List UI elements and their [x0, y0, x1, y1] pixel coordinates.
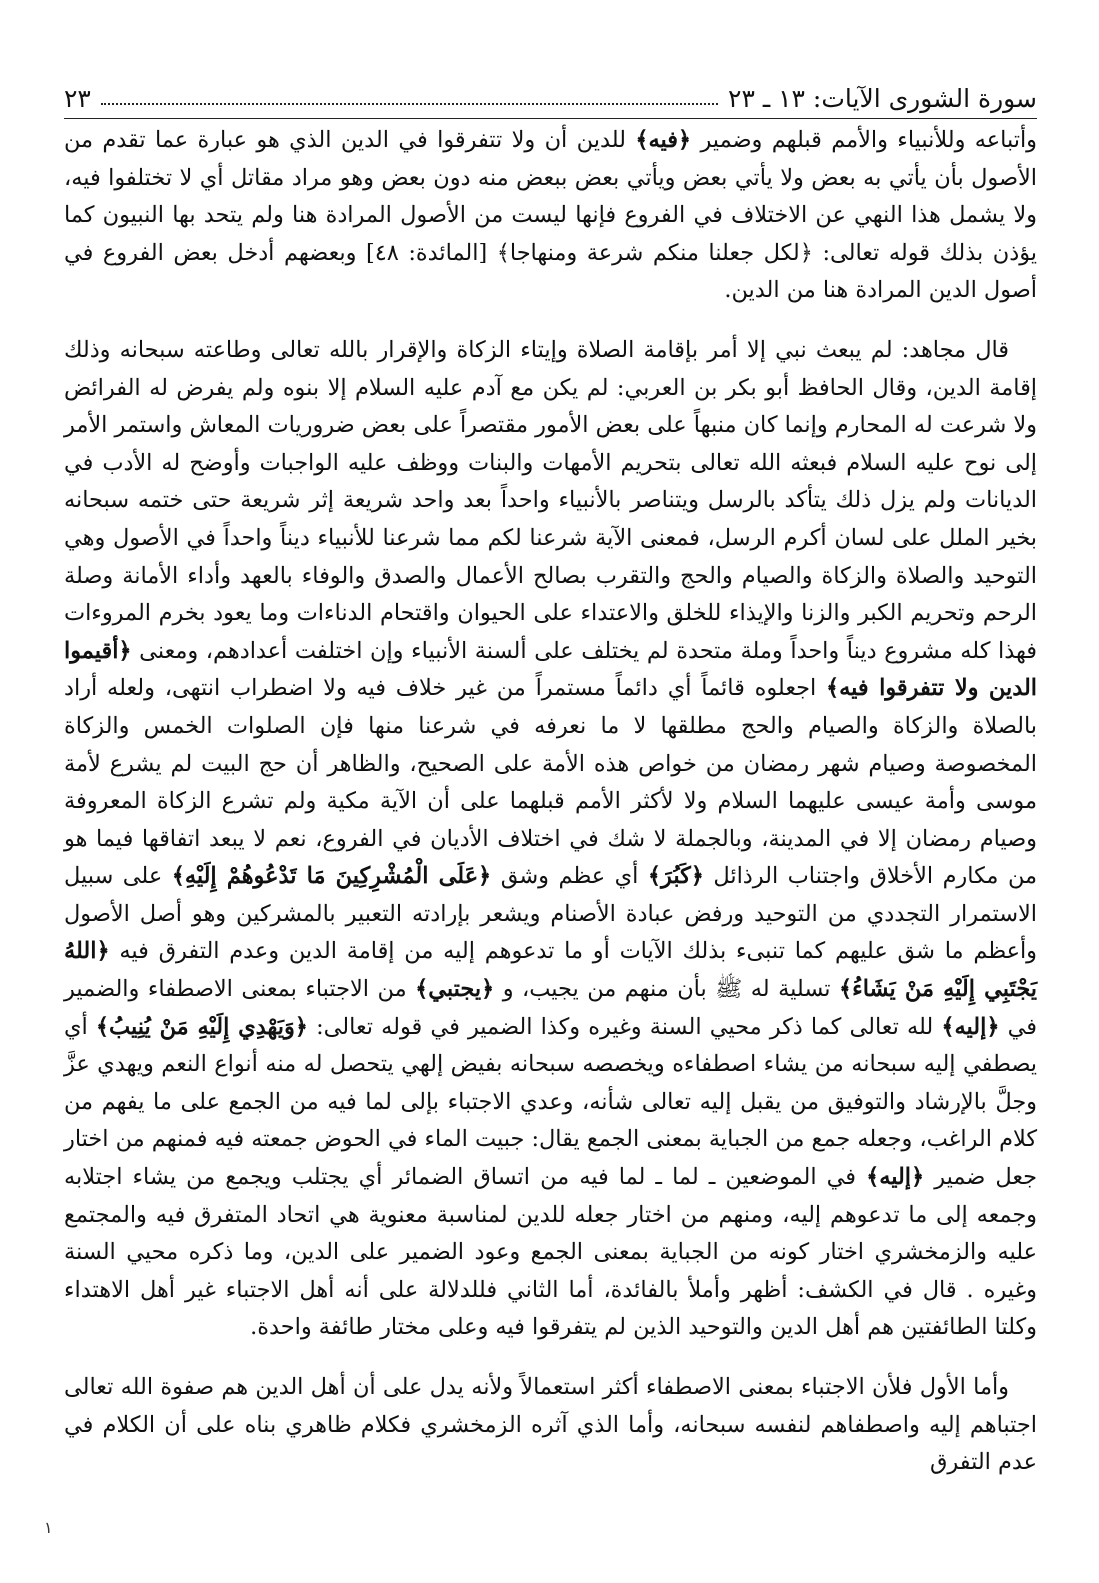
text-segment: ﴿لكل جعلنا منكم شرعة ومنهاجا﴾	[496, 239, 813, 266]
text-segment: لله تعالى كما ذكر محيي السنة وغيره وكذا الضمير في قوله تعالى:	[307, 1013, 942, 1040]
page-number: ٢٣	[64, 83, 91, 113]
text-segment: تسلية له ﷺ بأن منهم من يجيب، و	[494, 976, 840, 1003]
quran-quote: ﴿فيه﴾	[635, 127, 692, 153]
quran-quote: ﴿كَبُرَ﴾	[647, 863, 704, 890]
text-segment: من الاجتباء بمعنى الاصطفاء والضمير في	[64, 976, 1038, 1040]
quran-quote: ﴿وَيَهْدِي إِلَيْهِ مَنْ يُنِيبُ﴾	[95, 1013, 308, 1040]
page-body	[64, 122, 1037, 1504]
text-segment: اجعلوه قائماً أي دائماً مستمراً من غير خلاف فيه ولا اضطراب انتهى، ولعله أراد بالصلاة والزكاة والصيام والحج مطلقها لا ما نعرفه في شرعنا منها فإن الصلوات الخمس والزكاة المخصوصة وصيام شهر رمضان من خواص هذه الأمة على الصحيح، والظاهر أن حج البيت لم يشرع لأمة موسى وأمة عيسى عليهما السلام ولا لأكثر الأمم قبلهما على أن الآية مكية ولم تشرع الزكاة المعروفة وصيام رمضان إلا في المدينة، وبالجملة لا شك في اختلاف الأديان في الفروع، نعم لا يبعد اتفاقها فيما هو من مكارم الأخلاق واجتناب الرذائل	[64, 675, 1037, 890]
text-segment: أي يصطفي إليه سبحانه من يشاء اصطفاءه ويخصصه سبحانه بفيض إلهي يتحصل له منه أنواع النعم ويهدي عزَّ وجلَّ بالإرشاد والتوفيق من يقبل إليه تعالى شأنه، وعدي الاجتباء بإلى لما فيه من الجمع على ما يفهم من كلام الراغب، وجعله جمع من الجباية بمعنى الجمع يقال: جبيت الماء في الحوض جمعته فيه فمنهم من اختار جعل ضمير	[64, 1013, 1037, 1191]
quran-quote: ﴿اللهُ يَجْتَبِي إِلَيْهِ مَنْ يَشَاءُ﴾	[64, 938, 1037, 1003]
text-segment: في الموضعين ـ لما ـ لما فيه من اتساق الضمائر أي يجتلب ويجمع من يشاء اجتلابه وجمعه إلى ما تدعوهم إليه، ومنهم من اختار جعله للدين لمناسبة معنوية هي اتحاد المتفرق فيه والمجتمع عليه والزمخشري اختار كونه من الجباية بمعنى الجمع وعود الضمير على الدين، وما ذكره محيي السنة وغيره . قال في الكشف: أظهر وأملأ بالفائدة، أما الثاني فللدلالة على أنه أهل الاجتباء غير أهل الاهتداء وكلتا الطائفتين هم أهل الدين والتوحيد الذين لم يتفرقوا فيه وعلى مختار طائفة واحدة.	[64, 1164, 1037, 1341]
text-segment: قال مجاهد: لم يبعث نبي إلا أمر بإقامة الصلاة وإيتاء الزكاة والإقرار بالله تعالى وطاعته سبحانه وذلك إقامة الدين، وقال الحافظ أبو بكر بن العربي: لم يكن مع آدم عليه السلام إلا بنوه ولم يفرض له الفرائض ولا شرعت له المحارم وإنما كان منبهاً على بعض الأمور مقتصراً على بعض ضروريات المعاش واستمر الأمر إلى نوح عليه السلام فبعثه الله تعالى بتحريم الأمهات والبنات ووظف عليه الواجبات وأوضح له الأدب في الديانات ولم يزل ذلك يتأكد بالرسل ويتناصر بالأنبياء واحداً بعد واحد شريعة إثر شريعة حتى ختمه سبحانه بخير الملل على لسان أكرم الرسل، فمعنى الآية شرعنا لكم مما شرعنا للأنبياء ديناً واحداً في الأصول وهي التوحيد والصلاة والزكاة والصيام والحج والتقرب بصالح الأعمال والصدق والوفاء بالعهد وأداء الأمانة وصلة الرحم وتحريم الكبر والزنا والإيذاء للخلق والاعتداء على الحيوان واقتحام الدناءات وما يعود بخرم المروءات فهذا كله مشروع ديناً واحداً وملة متحدة لم يختلف على ألسنة الأنبياء وإن اختلفت أعدادهم، ومعنى	[64, 336, 1037, 664]
paragraph	[64, 122, 1037, 310]
text-segment: وأتباعه وللأنبياء والأمم قبلهم وضمير	[691, 127, 1037, 153]
text-segment: [المائدة: ٤٨] وبعضهم أدخل بعض الفروع في أصول الدين المرادة هنا من الدين.	[64, 239, 1037, 304]
quran-quote: ﴿يجتبي﴾	[415, 976, 495, 1003]
text-segment: للدين أن ولا تتفرقوا في الدين الذي هو عبارة عما تقدم من الأصول بأن يأتي به بعض ولا يأتي بعض ويأتي بعض ببعض منه دون بعض وهو مراد مقاتل أي لا تختلفوا فيه، ولا يشمل هذا النهي عن الاختلاف في الفروع فإنها ليست من الأصول المرادة هنا ولم يتحد بها النبيون كما يؤذن بذلك قوله تعالى:	[64, 127, 1038, 266]
quran-quote: ﴿عَلَى الْمُشْرِكِينَ مَا تَدْعُوهُمْ إِلَيْهِ﴾	[171, 863, 492, 890]
quran-quote: ﴿أقيموا الدين ولا تتفرقوا فيه﴾	[64, 637, 1037, 702]
paragraph	[64, 1369, 1037, 1482]
running-header	[64, 78, 1037, 119]
header-leader-dots	[101, 91, 718, 105]
text-segment: على سبيل الاستمرار التجددي من التوحيد ورفض عبادة الأصنام ويشعر بإرادته التعبير بالمشركين وهو أصل الأصول وأعظم ما شق عليهم كما تنبىء بذلك الآيات أو ما تدعوهم إليه من إقامة الدين وعدم التفرق فيه	[64, 863, 1037, 965]
text-segment: وأما الأول فلأن الاجتباء بمعنى الاصطفاء أكثر استعمالاً ولأنه يدل على أن أهل الدين هم صفوة الله تعالى اجتباهم إليه واصطفاهم لنفسه سبحانه، وأما الذي آثره الزمخشري فكلام ظاهري بناه على أن الكلام في عدم التفرق	[64, 1374, 1037, 1476]
header-title: سورة الشورى الآيات: ١٣ ـ ٢٣	[728, 83, 1037, 113]
paragraph	[64, 332, 1037, 1347]
footer-mark: ١	[44, 1518, 53, 1537]
quran-quote: ﴿إليه﴾	[941, 1013, 1000, 1040]
text-segment: أي عظم وشق	[491, 863, 648, 890]
quran-quote: ﴿إليه﴾	[866, 1164, 925, 1191]
